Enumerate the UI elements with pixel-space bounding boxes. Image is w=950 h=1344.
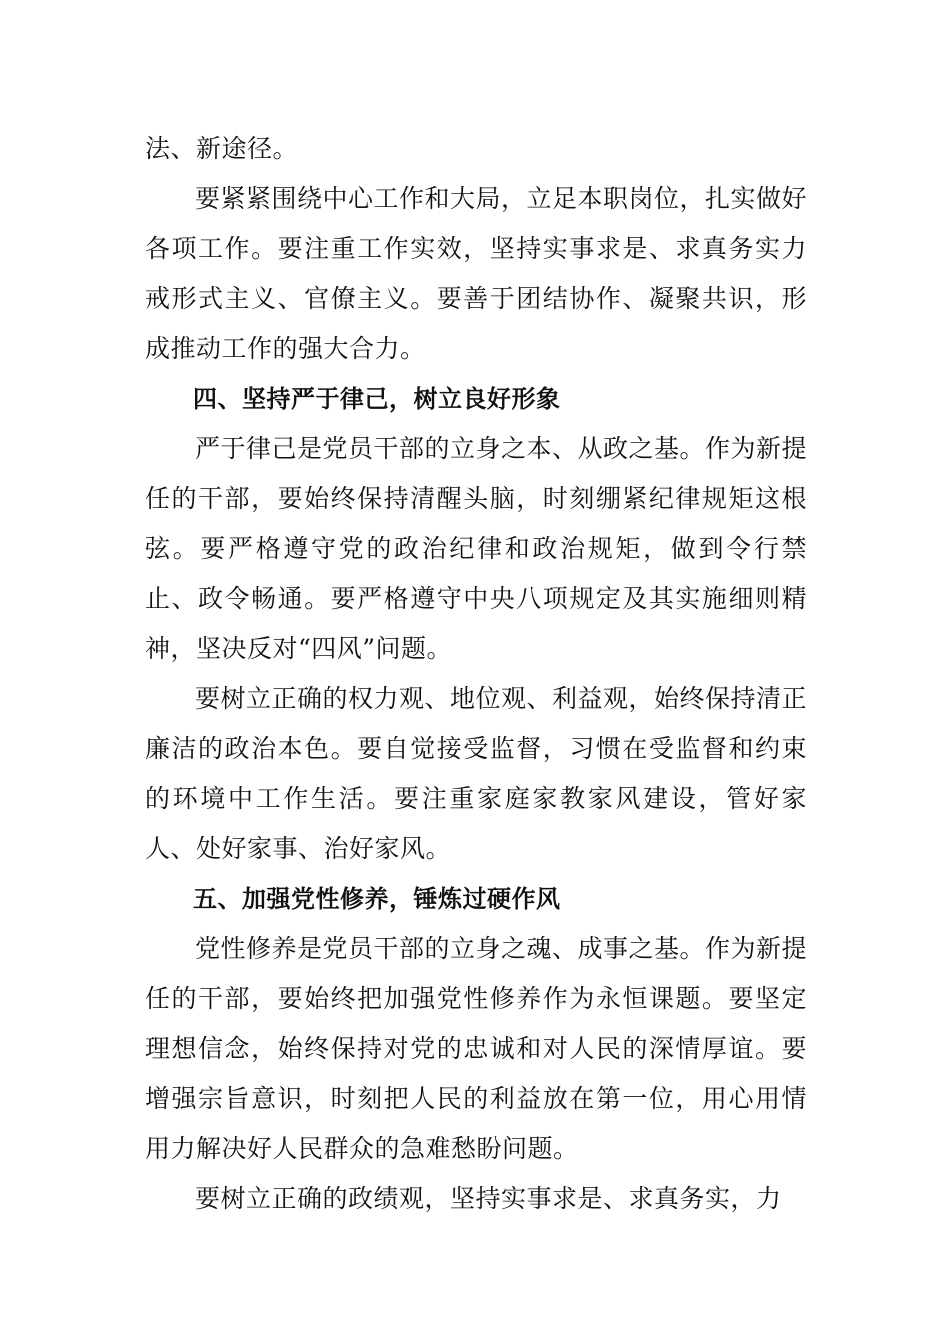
section-heading: 五、加强党性修养，锤炼过硬作风 xyxy=(193,885,561,913)
paragraph: 要树立正确的权力观、地位观、利益观，始终保持清正廉洁的政治本色。要自觉接受监督，习惯在受监督和约束的环境中工作生活。要注重家庭家教家风建设，管好家人、处好家事、治好家风。 xyxy=(145,684,808,863)
paragraph: 要树立正确的政绩观，坚持实事求是、求真务实，力 xyxy=(195,1184,782,1213)
paragraph-continuation: 法、新途径。 xyxy=(145,134,299,163)
document-body xyxy=(145,124,807,1224)
paragraph: 严于律己是党员干部的立身之本、从政之基。作为新提任的干部，要始终保持清醒头脑，时刻绷紧纪律规矩这根弦。要严格遵守党的政治纪律和政治规矩，做到令行禁止、政令畅通。要严格遵守中央八项规定及其实施细则精神，坚决反对“四风”问题。 xyxy=(145,434,808,663)
paragraph: 党性修养是党员干部的立身之魂、成事之基。作为新提任的干部，要始终把加强党性修养作为永恒课题。要坚定理想信念，始终保持对党的忠诚和对人民的深情厚谊。要增强宗旨意识，时刻把人民的利益放在第一位，用心用情用力解决好人民群众的急难愁盼问题。 xyxy=(145,934,808,1163)
section-heading: 四、坚持严于律己，树立良好形象 xyxy=(193,385,561,413)
paragraph: 要紧紧围绕中心工作和大局，立足本职岗位，扎实做好各项工作。要注重工作实效，坚持实事求是、求真务实力戒形式主义、官僚主义。要善于团结协作、凝聚共识，形成推动工作的强大合力。 xyxy=(145,184,808,363)
